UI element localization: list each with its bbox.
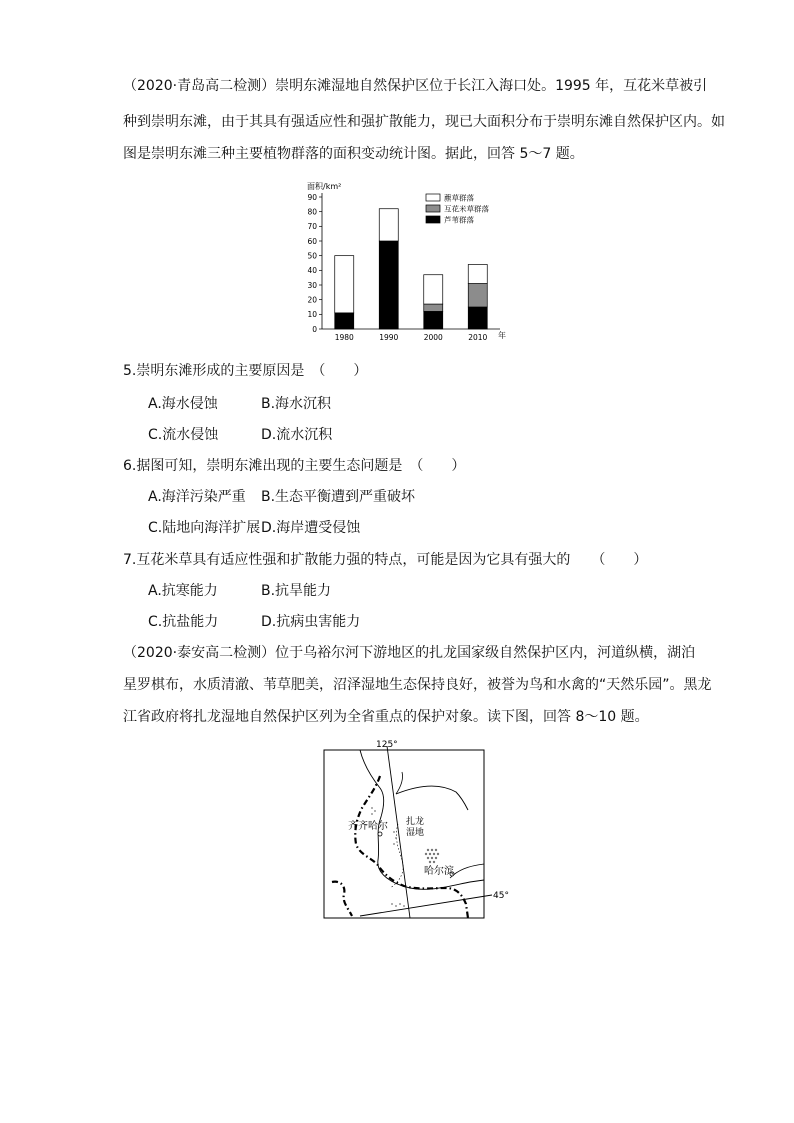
chart-legend-label: 藨草群落 — [444, 193, 474, 203]
intro2-line2: 星罗棋布，水质清澈、苇草肥美，沼泽湿地生态保持良好，被誉为鸟和水禽的“天然乐园”。黑龙 — [123, 677, 712, 693]
chart-y-tick-label: 0 — [312, 324, 317, 334]
q5-option-d[interactable]: D.流水沉积 — [261, 427, 333, 443]
chart-bar — [468, 264, 487, 283]
q6-option-c[interactable]: C.陆地向海洋扩展 — [148, 520, 261, 536]
chart-x-tick-label: 2000 — [423, 333, 443, 342]
city-marker-qiqihar — [378, 832, 382, 836]
parallel-label: 45° — [493, 891, 509, 901]
intro2-line1: （2020·泰安高二检测）位于乌裕尔河下游地区的扎龙国家级自然保护区内，河道纵横，湖泊 — [123, 645, 696, 661]
chart-bar — [424, 275, 443, 304]
intro2-line3: 江省政府将扎龙湿地自然保护区列为全省重点的保护对象。读下图，回答 8～10 题。 — [123, 709, 649, 725]
q7-stem: 7.互花米草具有适应性强和扩散能力强的特点，可能是因为它具有强大的 （ ） — [123, 552, 648, 568]
chart-bar — [468, 307, 487, 329]
city-harbin: 哈尔滨 — [424, 866, 454, 877]
chart-x-tick-label: 1980 — [334, 333, 354, 342]
chart-bar — [424, 304, 443, 311]
q6-option-a[interactable]: A.海洋污染严重 — [148, 489, 246, 505]
q5-option-a[interactable]: A.海水侵蚀 — [148, 396, 218, 412]
meridian-label: 125° — [376, 740, 398, 750]
q5-stem: 5.崇明东滩形成的主要原因是 （ ） — [123, 363, 368, 379]
chart-bar — [335, 313, 354, 329]
chart-xlabel: 年 — [498, 331, 506, 340]
wetland-label-1: 扎龙 — [406, 817, 425, 827]
chart-legend-swatch — [426, 194, 440, 201]
zhalong-map — [320, 736, 520, 926]
chart-legend-swatch — [426, 205, 440, 212]
chart-bar — [424, 311, 443, 329]
chart-legend-label: 互花米草群落 — [444, 204, 489, 214]
map-frame — [324, 750, 484, 918]
q7-option-d[interactable]: D.抗病虫害能力 — [261, 614, 361, 630]
q6-option-d[interactable]: D.海岸遭受侵蚀 — [261, 520, 361, 536]
chart-legend-label: 芦苇群落 — [444, 215, 474, 225]
chart-y-tick-label: 50 — [307, 251, 317, 261]
q7-option-a[interactable]: A.抗寒能力 — [148, 583, 218, 599]
chart-y-tick-label: 30 — [307, 280, 317, 290]
city-qiqihar: 齐齐哈尔 — [348, 821, 388, 832]
chart-x-tick-label: 1990 — [379, 333, 399, 342]
chart-x-tick-label: 2010 — [468, 333, 488, 342]
chart-ylabel: 面积/km² — [307, 182, 342, 191]
q7-option-b[interactable]: B.抗旱能力 — [261, 583, 332, 599]
chart-y-tick-label: 10 — [307, 310, 317, 320]
chart-y-tick-label: 80 — [307, 207, 317, 217]
chart-legend — [426, 193, 489, 225]
chart-y-tick-label: 20 — [307, 295, 317, 305]
q6-stem: 6.据图可知，崇明东滩出现的主要生态问题是 （ ） — [123, 458, 466, 474]
intro1-line2: 种到崇明东滩，由于其具有强适应性和强扩散能力，现已大面积分布于崇明东滩自然保护区内。如 — [123, 114, 725, 130]
chart-y-tick-label: 40 — [307, 266, 317, 276]
chart-bar — [379, 209, 398, 241]
chart-bar — [468, 284, 487, 307]
chart-y-tick-label: 90 — [307, 192, 317, 202]
intro1-line3: 图是崇明东滩三种主要植物群落的面积变动统计图。据此，回答 5～7 题。 — [123, 146, 584, 162]
chart-bar — [379, 241, 398, 329]
intro1-line1: （2020·青岛高二检测）崇明东滩湿地自然保护区位于长江入海口处。1995 年，互花米草被引 — [123, 78, 708, 94]
chart-y-tick-label: 60 — [307, 236, 317, 246]
chart-legend-swatch — [426, 216, 440, 223]
chart-bar — [335, 256, 354, 313]
q7-option-c[interactable]: C.抗盐能力 — [148, 614, 219, 630]
q6-option-b[interactable]: B.生态平衡遭到严重破坏 — [261, 489, 416, 505]
area-bar-chart — [300, 178, 520, 348]
wetland-label-2: 湿地 — [406, 828, 425, 838]
chart-y-tick-label: 70 — [307, 222, 317, 232]
chart-bars — [335, 209, 488, 342]
q5-option-b[interactable]: B.海水沉积 — [261, 396, 332, 412]
q5-option-c[interactable]: C.流水侵蚀 — [148, 427, 219, 443]
